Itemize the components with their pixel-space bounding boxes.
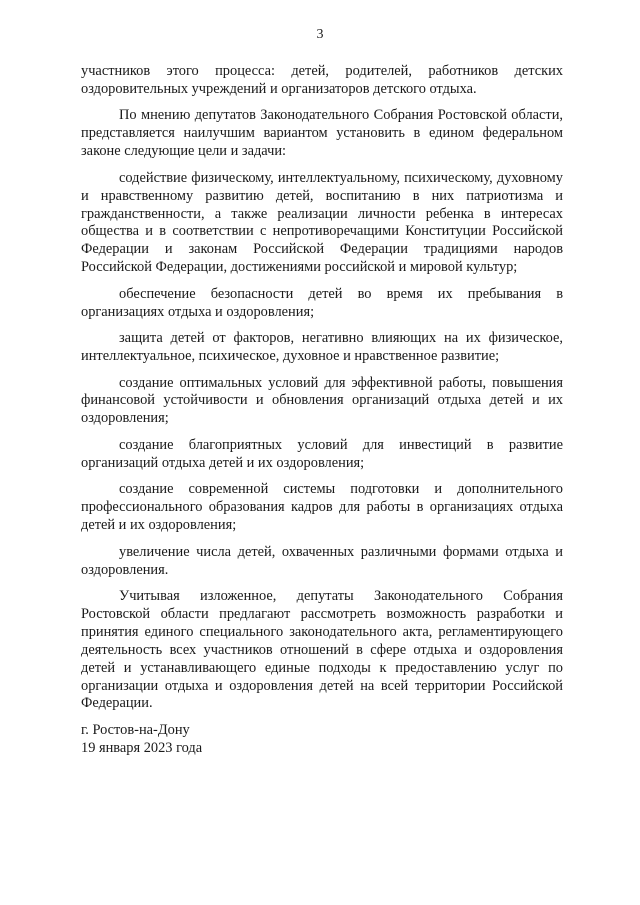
signature-city: г. Ростов-на-Дону xyxy=(81,722,190,738)
letter-body xyxy=(81,63,563,722)
goal-item-optimal-conditions: создание оптимальных условий для эффективной работы, повышения финансовой устойчивости и обновления организаций отдыха детей и их оздоровления; xyxy=(81,374,563,427)
goal-item-investment: создание благоприятных условий для инвестиций в развитие организаций отдыха детей и их оздоровления; xyxy=(81,436,563,471)
goal-item-development: содействие физическому, интеллектуальному, психическому, духовному и нравственному развитию детей, воспитанию в них патриотизма и гражданственности, а также реализации личности ребенка в интересах общества и в соответствии с непротиворечащими Конституции Российской Федерации и законам Российской Федерации традициями народов Российской Федерации, достижениями российской и мировой культур; xyxy=(81,169,563,276)
goal-item-training: создание современной системы подготовки и дополнительного профессионального образования кадров для работы в организациях отдыха детей и их оздоровления; xyxy=(81,481,563,534)
signature-date: 19 января 2023 года xyxy=(81,739,203,756)
paragraph-continuation: участников этого процесса: детей, родителей, работников детских оздоровительных учреждений и организаторов детского отдыха. xyxy=(81,63,563,97)
paragraph-conclusion: Учитывая изложенное, депутаты Законодательного Собрания Ростовской области предлагают рассмотреть возможность разработки и принятия единого специального законодательного акта, регламентирующего деятельность всех участников отношений в сфере отдыха и оздоровления детей и устанавливающего единые подходы к предоставлению услуг по организации отдыха и оздоровления детей на всей территории Российской Федерации. xyxy=(81,588,563,712)
page-number: 3 xyxy=(316,27,324,42)
goal-item-safety: обеспечение безопасности детей во время их пребывания в организациях отдыха и оздоровления; xyxy=(81,285,563,320)
goal-item-coverage: увеличение числа детей, охваченных различными формами отдыха и оздоровления. xyxy=(81,543,563,578)
paragraph-intro-goals: По мнению депутатов Законодательного Собрания Ростовской области, представляется наилучшим вариантом установить в едином федеральном законе следующие цели и задачи: xyxy=(81,107,563,160)
signature-block xyxy=(81,722,202,758)
goal-item-protection: защита детей от факторов, негативно влияющих на их физическое, интеллектуальное, психическое, духовное и нравственное развитие; xyxy=(81,330,563,365)
